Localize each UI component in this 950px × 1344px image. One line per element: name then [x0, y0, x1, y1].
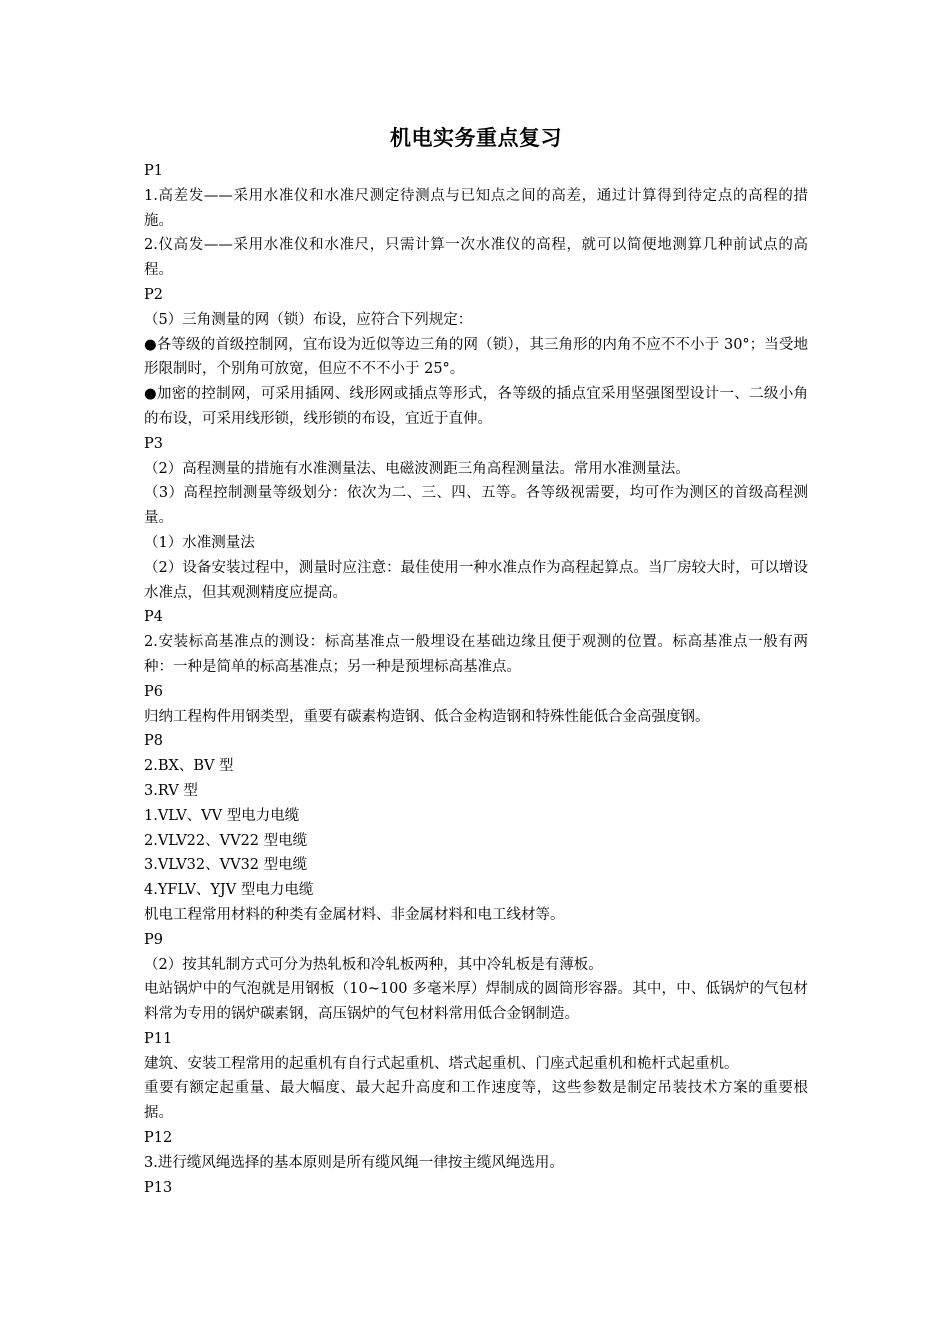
paragraph: ●各等级的首级控制网，宜布设为近似等边三角的网（锁），其三角形的内角不应不不小于 30°；当受地形限制时，个别角可放宽，但应不不不小于 25°。 [144, 336, 808, 378]
paragraph: （2）按其轧制方式可分为热轧板和冷轧板两种，其中冷轧板是有薄板。 [144, 956, 603, 973]
paragraph: P2 [144, 286, 163, 303]
paragraph: （5）三角测量的网（锁）布设，应符合下列规定： [144, 311, 473, 328]
paragraph: 2.仪高发——采用水准仪和水准尺，只需计算一次水准仪的高程，就可以简便地测算几种前试点的高程。 [144, 237, 808, 279]
document-title: 机电实务重点复习 [390, 125, 562, 150]
paragraph: 重要有额定起重量、最大幅度、最大起升高度和工作速度等，这些参数是制定吊装技术方案的重要根据。 [144, 1080, 808, 1122]
paragraph: 1.高差发——采用水准仪和水准尺测定待测点与已知点之间的高差，通过计算得到待定点的高程的措施。 [144, 187, 808, 229]
paragraph: （2）高程测量的措施有水准测量法、电磁波测距三角高程测量法。常用水准测量法。 [144, 460, 690, 477]
paragraph: 2.安装标高基准点的测设：标高基准点一般埋设在基础边缘且便于观测的位置。标高基准点一般有两种：一种是简单的标高基准点；另一种是预埋标高基准点。 [144, 634, 808, 675]
paragraph: P13 [144, 1179, 173, 1196]
paragraph: P3 [144, 435, 163, 452]
paragraph: 3.VLV32、VV32 型电缆 [144, 857, 308, 874]
paragraph: （1）水准测量法 [144, 534, 255, 551]
paragraph: P11 [144, 1030, 173, 1047]
document-body [144, 120, 808, 1200]
paragraph: （3）高程控制测量等级划分：依次为二、三、四、五等。各等级视需要，均可作为测区的首级高程测量。 [144, 485, 808, 527]
paragraph: ●加密的控制网，可采用插网、线形网或插点等形式，各等级的插点宜采用坚强图型设计一、二级小角的布设，可采用线形锁，线形锁的布设，宜近于直伸。 [144, 386, 808, 427]
paragraph: P4 [144, 609, 163, 626]
paragraph: 归纳工程构件用钢类型，重要有碳素构造钢、低合金构造钢和特殊性能低合金高强度钢。 [144, 708, 710, 725]
paragraph: 1.VLV、VV 型电力电缆 [144, 807, 300, 824]
paragraph: P12 [144, 1130, 173, 1147]
paragraph: （2）设备安装过程中，测量时应注意：最佳使用一种水准点作为高程起算点。当厂房较大时，可以增设水准点，但其观测精度应提高。 [144, 559, 808, 601]
paragraph: 4.YFLV、YJV 型电力电缆 [144, 882, 314, 899]
paragraph: 3.进行缆风绳选择的基本原则是所有缆风绳一律按主缆风绳选用。 [144, 1154, 564, 1171]
paragraph: P8 [144, 733, 163, 750]
paragraph: 2.VLV22、VV22 型电缆 [144, 832, 308, 849]
paragraph: 2.BX、BV 型 [144, 758, 234, 775]
paragraph: P9 [144, 931, 163, 948]
paragraph-list [144, 159, 808, 1200]
paragraph: 机电工程常用材料的种类有金属材料、非金属材料和电工线材等。 [144, 906, 565, 923]
paragraph: P6 [144, 683, 163, 700]
paragraph: 建筑、安装工程常用的起重机有自行式起重机、塔式起重机、门座式起重机和桅杆式起重机。 [144, 1055, 739, 1072]
paragraph: 3.RV 型 [144, 782, 198, 799]
paragraph: P1 [144, 163, 163, 179]
paragraph: 电站锅炉中的气泡就是用钢板（10~100 多毫米厚）焊制成的圆筒形容器。其中，中、低锅炉的气包材料常为专用的锅炉碳素钢，高压锅炉的气包材料常用低合金钢制造。 [144, 981, 808, 1023]
